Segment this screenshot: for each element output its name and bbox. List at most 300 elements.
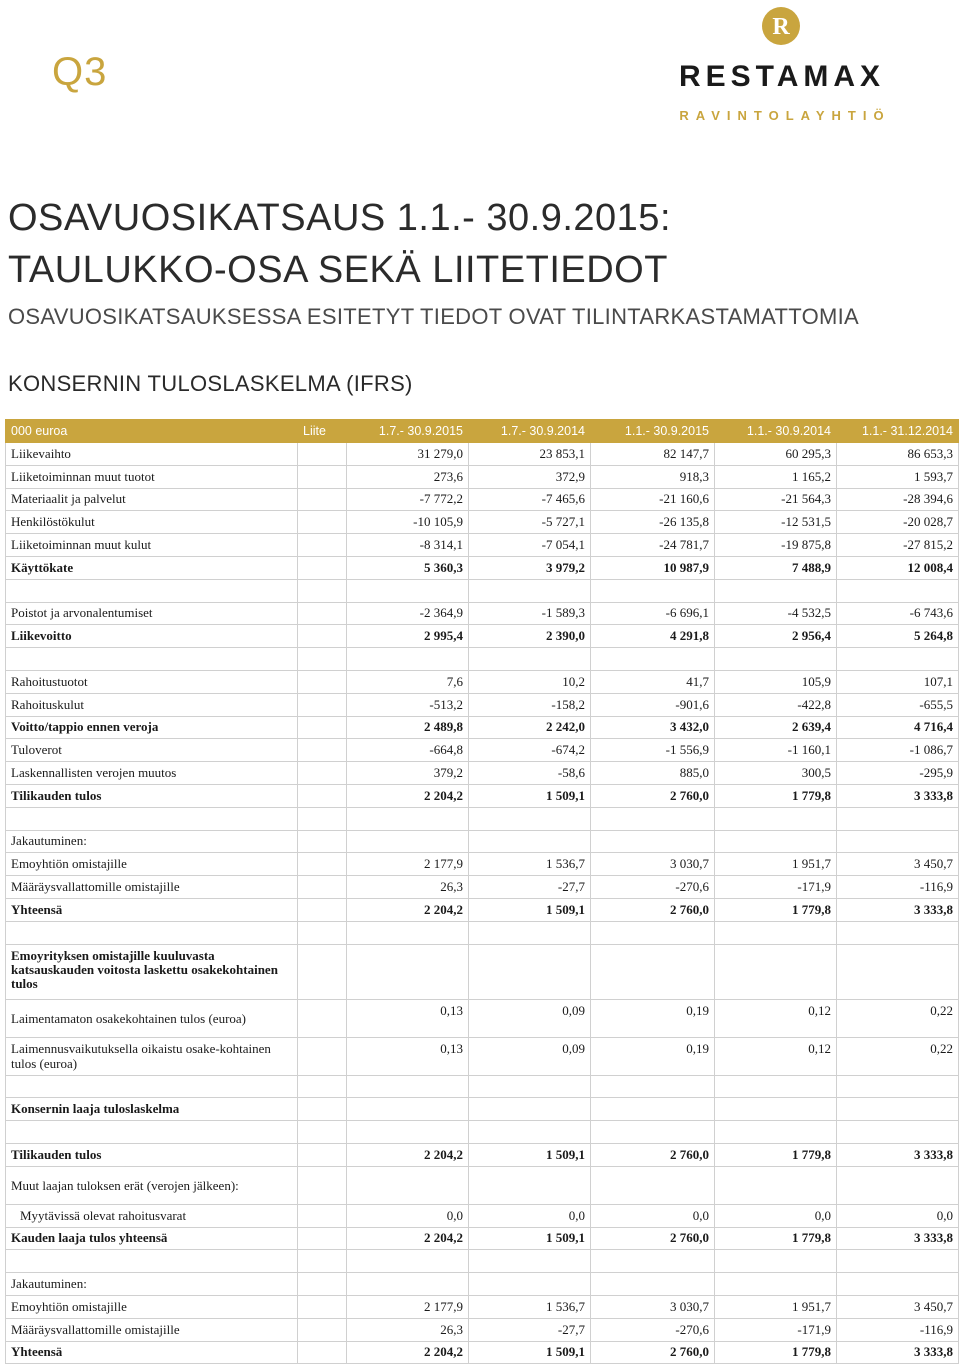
note-cell xyxy=(298,670,347,693)
value-cell: -7 465,6 xyxy=(469,488,591,511)
note-cell xyxy=(298,1318,347,1341)
value-cell xyxy=(837,1121,959,1144)
value-cell: 1 779,8 xyxy=(715,784,837,807)
note-cell xyxy=(298,830,347,853)
spacer-row xyxy=(6,1250,959,1273)
value-cell: 107,1 xyxy=(837,670,959,693)
row-label: Rahoituskulut xyxy=(6,693,298,716)
value-cell: 1 509,1 xyxy=(469,1227,591,1250)
value-cell: 3 450,7 xyxy=(837,1295,959,1318)
table-row xyxy=(6,602,959,625)
row-label: Laimennusvaikutuksella oikaistu osake-kohtainen tulos (euroa) xyxy=(6,1037,298,1075)
table-row xyxy=(6,1273,959,1296)
table-header-row xyxy=(6,420,959,443)
value-cell xyxy=(591,1250,715,1273)
value-cell: -4 532,5 xyxy=(715,602,837,625)
value-cell: 918,3 xyxy=(591,465,715,488)
value-cell: -655,5 xyxy=(837,693,959,716)
value-cell: 3 030,7 xyxy=(591,853,715,876)
logo-r-icon xyxy=(761,6,801,46)
value-cell: 1 509,1 xyxy=(469,784,591,807)
row-label: Tuloverot xyxy=(6,739,298,762)
row-label: Voitto/tappio ennen veroja xyxy=(6,716,298,739)
value-cell: 0,0 xyxy=(715,1204,837,1227)
note-cell xyxy=(298,999,347,1037)
value-cell: 885,0 xyxy=(591,762,715,785)
row-label: Kauden laaja tulos yhteensä xyxy=(6,1227,298,1250)
table-row xyxy=(6,625,959,648)
value-cell: 1 779,8 xyxy=(715,898,837,921)
value-cell: 0,12 xyxy=(715,999,837,1037)
note-cell xyxy=(298,944,347,999)
value-cell: 2 760,0 xyxy=(591,1341,715,1364)
spacer-row xyxy=(6,579,959,602)
note-cell xyxy=(298,921,347,944)
value-cell xyxy=(837,1166,959,1204)
value-cell: -26 135,8 xyxy=(591,511,715,534)
row-label: Jakautuminen: xyxy=(6,1273,298,1296)
value-cell: 1 536,7 xyxy=(469,853,591,876)
note-cell xyxy=(298,739,347,762)
value-cell: 0,19 xyxy=(591,1037,715,1075)
value-cell: 1 593,7 xyxy=(837,465,959,488)
value-cell xyxy=(591,1166,715,1204)
logo-subtitle: RAVINTOLAYHTIÖ xyxy=(679,108,891,123)
note-cell xyxy=(298,1295,347,1318)
row-label: Liiketoiminnan muut kulut xyxy=(6,534,298,557)
value-cell: 0,09 xyxy=(469,999,591,1037)
value-cell xyxy=(347,1250,469,1273)
value-cell: 0,0 xyxy=(469,1204,591,1227)
value-cell: -513,2 xyxy=(347,693,469,716)
value-cell: 86 653,3 xyxy=(837,443,959,466)
value-cell xyxy=(715,807,837,830)
value-cell xyxy=(469,830,591,853)
value-cell: -21 160,6 xyxy=(591,488,715,511)
value-cell: 1 536,7 xyxy=(469,1295,591,1318)
table-row xyxy=(6,511,959,534)
value-cell xyxy=(591,1121,715,1144)
value-cell: -19 875,8 xyxy=(715,534,837,557)
table-row xyxy=(6,693,959,716)
value-cell: -20 028,7 xyxy=(837,511,959,534)
value-cell: -674,2 xyxy=(469,739,591,762)
table-row xyxy=(6,898,959,921)
value-cell: -6 696,1 xyxy=(591,602,715,625)
note-cell xyxy=(298,784,347,807)
value-cell xyxy=(591,1075,715,1098)
value-cell xyxy=(715,921,837,944)
value-cell xyxy=(591,648,715,671)
value-cell: 2 177,9 xyxy=(347,1295,469,1318)
value-cell xyxy=(715,1098,837,1121)
value-cell: 1 509,1 xyxy=(469,898,591,921)
value-cell: 31 279,0 xyxy=(347,443,469,466)
note-cell xyxy=(298,511,347,534)
value-cell: -6 743,6 xyxy=(837,602,959,625)
value-cell xyxy=(837,944,959,999)
value-cell: -27,7 xyxy=(469,1318,591,1341)
value-cell: -171,9 xyxy=(715,876,837,899)
value-cell: 1 951,7 xyxy=(715,1295,837,1318)
value-cell: 3 030,7 xyxy=(591,1295,715,1318)
value-cell: -2 364,9 xyxy=(347,602,469,625)
value-cell: 26,3 xyxy=(347,876,469,899)
value-cell: -58,6 xyxy=(469,762,591,785)
value-cell: -1 589,3 xyxy=(469,602,591,625)
value-cell xyxy=(347,1273,469,1296)
table-row xyxy=(6,1318,959,1341)
value-cell: -27,7 xyxy=(469,876,591,899)
value-cell: -422,8 xyxy=(715,693,837,716)
row-label: Yhteensä xyxy=(6,1341,298,1364)
value-cell: 3 333,8 xyxy=(837,898,959,921)
note-cell xyxy=(298,556,347,579)
restamax-logo xyxy=(668,6,896,126)
value-cell xyxy=(837,579,959,602)
row-label xyxy=(6,1250,298,1273)
value-cell: -28 394,6 xyxy=(837,488,959,511)
row-label: Määräysvallattomille omistajille xyxy=(6,1318,298,1341)
value-cell xyxy=(469,1250,591,1273)
value-cell: 1 779,8 xyxy=(715,1227,837,1250)
table-row xyxy=(6,739,959,762)
value-cell: 0,0 xyxy=(837,1204,959,1227)
value-cell xyxy=(715,1166,837,1204)
value-cell xyxy=(837,1075,959,1098)
value-cell: 7,6 xyxy=(347,670,469,693)
value-cell: 3 333,8 xyxy=(837,784,959,807)
value-cell xyxy=(347,648,469,671)
spacer-row xyxy=(6,1121,959,1144)
row-label: Määräysvallattomille omistajille xyxy=(6,876,298,899)
value-cell xyxy=(715,1121,837,1144)
value-cell xyxy=(837,1273,959,1296)
note-cell xyxy=(298,1227,347,1250)
value-cell: 379,2 xyxy=(347,762,469,785)
value-cell: 2 956,4 xyxy=(715,625,837,648)
value-cell xyxy=(837,648,959,671)
value-cell xyxy=(591,807,715,830)
value-cell: 2 177,9 xyxy=(347,853,469,876)
row-label: Materiaalit ja palvelut xyxy=(6,488,298,511)
value-cell: -24 781,7 xyxy=(591,534,715,557)
value-cell xyxy=(469,1166,591,1204)
page-subtitle: OSAVUOSIKATSAUKSESSA ESITETYT TIEDOT OVAT TILINTARKASTAMATTOMIA xyxy=(8,304,860,329)
note-cell xyxy=(298,1098,347,1121)
row-label: Poistot ja arvonalentumiset xyxy=(6,602,298,625)
value-cell: 0,13 xyxy=(347,1037,469,1075)
value-cell xyxy=(837,1250,959,1273)
table-row xyxy=(6,853,959,876)
value-cell: 82 147,7 xyxy=(591,443,715,466)
row-label: Tilikauden tulos xyxy=(6,1143,298,1166)
value-cell xyxy=(591,830,715,853)
value-cell xyxy=(347,944,469,999)
value-cell: 23 853,1 xyxy=(469,443,591,466)
value-cell: 0,22 xyxy=(837,1037,959,1075)
note-cell xyxy=(298,1204,347,1227)
column-header: Liite xyxy=(298,420,347,443)
value-cell: 1 951,7 xyxy=(715,853,837,876)
value-cell: 1 165,2 xyxy=(715,465,837,488)
value-cell: -10 105,9 xyxy=(347,511,469,534)
note-cell xyxy=(298,602,347,625)
value-cell: 2 760,0 xyxy=(591,1143,715,1166)
note-cell xyxy=(298,1143,347,1166)
table-row xyxy=(6,1295,959,1318)
row-label: Laimentamaton osakekohtainen tulos (euroa) xyxy=(6,999,298,1037)
value-cell xyxy=(347,579,469,602)
note-cell xyxy=(298,898,347,921)
value-cell: -158,2 xyxy=(469,693,591,716)
value-cell xyxy=(469,1075,591,1098)
value-cell: 0,0 xyxy=(591,1204,715,1227)
value-cell: -7 772,2 xyxy=(347,488,469,511)
title-line-2: TAULUKKO-OSA SEKÄ LIITETIEDOT xyxy=(8,249,668,291)
value-cell: 10 987,9 xyxy=(591,556,715,579)
value-cell: 2 204,2 xyxy=(347,1143,469,1166)
value-cell xyxy=(591,944,715,999)
note-cell xyxy=(298,1273,347,1296)
value-cell xyxy=(347,1098,469,1121)
value-cell: -12 531,5 xyxy=(715,511,837,534)
value-cell: 7 488,9 xyxy=(715,556,837,579)
quarter-label: Q3 xyxy=(52,50,108,94)
value-cell xyxy=(347,1075,469,1098)
value-cell xyxy=(591,921,715,944)
value-cell: -116,9 xyxy=(837,876,959,899)
note-cell xyxy=(298,853,347,876)
value-cell: 0,19 xyxy=(591,999,715,1037)
spacer-row xyxy=(6,1075,959,1098)
row-label: Muut laajan tuloksen erät (verojen jälkeen): xyxy=(6,1166,298,1204)
value-cell xyxy=(715,1273,837,1296)
column-header: 1.1.- 30.9.2015 xyxy=(591,420,715,443)
row-label: Liiketoiminnan muut tuotot xyxy=(6,465,298,488)
column-header: 1.1.- 30.9.2014 xyxy=(715,420,837,443)
value-cell: 1 509,1 xyxy=(469,1341,591,1364)
row-label: Henkilöstökulut xyxy=(6,511,298,534)
note-cell xyxy=(298,1121,347,1144)
value-cell: 2 760,0 xyxy=(591,898,715,921)
value-cell xyxy=(469,1121,591,1144)
value-cell: 26,3 xyxy=(347,1318,469,1341)
note-cell xyxy=(298,579,347,602)
value-cell: 0,09 xyxy=(469,1037,591,1075)
table-row xyxy=(6,716,959,739)
table-row xyxy=(6,1143,959,1166)
row-label xyxy=(6,1121,298,1144)
section-title: KONSERNIN TULOSLASKELMA (IFRS) xyxy=(8,371,413,396)
column-header: 1.7.- 30.9.2014 xyxy=(469,420,591,443)
value-cell xyxy=(469,944,591,999)
value-cell: 0,12 xyxy=(715,1037,837,1075)
row-label: Emoyhtiön omistajille xyxy=(6,853,298,876)
value-cell: 41,7 xyxy=(591,670,715,693)
column-header: 1.7.- 30.9.2015 xyxy=(347,420,469,443)
value-cell: -901,6 xyxy=(591,693,715,716)
logo-name: RESTAMAX xyxy=(678,60,886,93)
value-cell: -1 086,7 xyxy=(837,739,959,762)
table-row xyxy=(6,465,959,488)
value-cell: 2 390,0 xyxy=(469,625,591,648)
value-cell: 0,22 xyxy=(837,999,959,1037)
income-statement-table xyxy=(5,419,959,1364)
value-cell: 10,2 xyxy=(469,670,591,693)
value-cell xyxy=(347,921,469,944)
logo-letter: R xyxy=(772,14,790,40)
row-label: Emoyrityksen omistajille kuuluvasta katsauskauden voitosta laskettu osakekohtainen tulos xyxy=(6,944,298,999)
value-cell xyxy=(469,1273,591,1296)
value-cell: -295,9 xyxy=(837,762,959,785)
note-cell xyxy=(298,762,347,785)
table-row xyxy=(6,830,959,853)
row-label: Rahoitustuotot xyxy=(6,670,298,693)
value-cell: 12 008,4 xyxy=(837,556,959,579)
value-cell: -270,6 xyxy=(591,1318,715,1341)
column-header: 000 euroa xyxy=(6,420,298,443)
value-cell: -1 160,1 xyxy=(715,739,837,762)
note-cell xyxy=(298,534,347,557)
row-label: Myytävissä olevat rahoitusvarat xyxy=(6,1204,298,1227)
table-row xyxy=(6,784,959,807)
value-cell: 2 204,2 xyxy=(347,1227,469,1250)
note-cell xyxy=(298,1341,347,1364)
value-cell: 2 639,4 xyxy=(715,716,837,739)
value-cell: 0,0 xyxy=(347,1204,469,1227)
value-cell: 2 204,2 xyxy=(347,1341,469,1364)
row-label: Emoyhtiön omistajille xyxy=(6,1295,298,1318)
note-cell xyxy=(298,443,347,466)
table-row xyxy=(6,488,959,511)
value-cell: 2 489,8 xyxy=(347,716,469,739)
value-cell xyxy=(469,579,591,602)
value-cell xyxy=(469,1098,591,1121)
value-cell: 4 716,4 xyxy=(837,716,959,739)
table-row xyxy=(6,1341,959,1364)
row-label: Liikevaihto xyxy=(6,443,298,466)
note-cell xyxy=(298,1250,347,1273)
value-cell: 1 779,8 xyxy=(715,1143,837,1166)
page-title xyxy=(8,192,671,296)
value-cell xyxy=(715,944,837,999)
value-cell: -270,6 xyxy=(591,876,715,899)
value-cell xyxy=(837,921,959,944)
value-cell: 2 204,2 xyxy=(347,898,469,921)
value-cell: -116,9 xyxy=(837,1318,959,1341)
value-cell xyxy=(469,807,591,830)
table-row xyxy=(6,1166,959,1204)
spacer-row xyxy=(6,921,959,944)
value-cell: 2 760,0 xyxy=(591,1227,715,1250)
table-row xyxy=(6,1204,959,1227)
value-cell xyxy=(469,648,591,671)
value-cell xyxy=(837,830,959,853)
value-cell xyxy=(469,921,591,944)
value-cell: 1 509,1 xyxy=(469,1143,591,1166)
value-cell xyxy=(347,830,469,853)
value-cell xyxy=(347,1166,469,1204)
value-cell xyxy=(715,830,837,853)
value-cell xyxy=(715,579,837,602)
row-label xyxy=(6,648,298,671)
row-label xyxy=(6,1075,298,1098)
value-cell: -7 054,1 xyxy=(469,534,591,557)
note-cell xyxy=(298,1075,347,1098)
note-cell xyxy=(298,625,347,648)
value-cell xyxy=(837,1098,959,1121)
table-row xyxy=(6,876,959,899)
value-cell xyxy=(347,1121,469,1144)
value-cell: 3 333,8 xyxy=(837,1227,959,1250)
value-cell: 4 291,8 xyxy=(591,625,715,648)
value-cell: -8 314,1 xyxy=(347,534,469,557)
value-cell xyxy=(715,648,837,671)
table-row xyxy=(6,1037,959,1075)
row-label xyxy=(6,807,298,830)
value-cell: -1 556,9 xyxy=(591,739,715,762)
value-cell: 3 432,0 xyxy=(591,716,715,739)
value-cell xyxy=(591,1098,715,1121)
spacer-row xyxy=(6,648,959,671)
value-cell: 105,9 xyxy=(715,670,837,693)
table-row xyxy=(6,1227,959,1250)
column-header: 1.1.- 31.12.2014 xyxy=(837,420,959,443)
row-label: Jakautuminen: xyxy=(6,830,298,853)
value-cell: -27 815,2 xyxy=(837,534,959,557)
row-label: Tilikauden tulos xyxy=(6,784,298,807)
table-row xyxy=(6,762,959,785)
value-cell: 273,6 xyxy=(347,465,469,488)
value-cell xyxy=(591,1273,715,1296)
note-cell xyxy=(298,465,347,488)
value-cell: 5 264,8 xyxy=(837,625,959,648)
value-cell: 3 333,8 xyxy=(837,1143,959,1166)
row-label: Liikevoitto xyxy=(6,625,298,648)
table-row xyxy=(6,1098,959,1121)
table-row xyxy=(6,944,959,999)
note-cell xyxy=(298,488,347,511)
spacer-row xyxy=(6,807,959,830)
row-label xyxy=(6,579,298,602)
value-cell: -21 564,3 xyxy=(715,488,837,511)
row-label: Yhteensä xyxy=(6,898,298,921)
row-label xyxy=(6,921,298,944)
title-line-1: OSAVUOSIKATSAUS 1.1.- 30.9.2015: xyxy=(8,197,672,239)
table-row xyxy=(6,670,959,693)
value-cell: 2 760,0 xyxy=(591,784,715,807)
row-label: Käyttökate xyxy=(6,556,298,579)
value-cell: -5 727,1 xyxy=(469,511,591,534)
note-cell xyxy=(298,693,347,716)
value-cell xyxy=(837,807,959,830)
value-cell xyxy=(347,807,469,830)
value-cell: 60 295,3 xyxy=(715,443,837,466)
value-cell: 5 360,3 xyxy=(347,556,469,579)
value-cell: 3 333,8 xyxy=(837,1341,959,1364)
note-cell xyxy=(298,648,347,671)
note-cell xyxy=(298,1166,347,1204)
value-cell: 3 450,7 xyxy=(837,853,959,876)
value-cell: 1 779,8 xyxy=(715,1341,837,1364)
value-cell xyxy=(715,1075,837,1098)
table-row xyxy=(6,999,959,1037)
table-row xyxy=(6,534,959,557)
value-cell: 300,5 xyxy=(715,762,837,785)
value-cell: 2 204,2 xyxy=(347,784,469,807)
table-row xyxy=(6,443,959,466)
